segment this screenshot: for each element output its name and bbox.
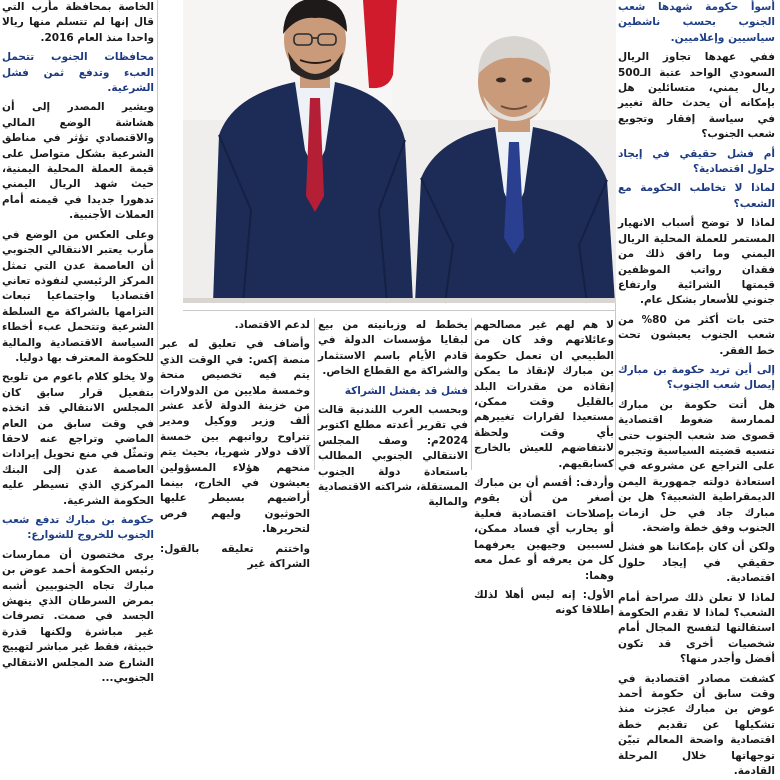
- subheading: محافظات الجنوب تتحمل العبء وتدفع ثمن فشل الشرعية.: [2, 51, 154, 95]
- paragraph: ففي عهدها تجاوز الريال السعودي الواحد عتبة الـ500 ريال يمني، متسائلين هل بإمكانه أن يحدث حالة تغيير في سياسة إفقار وتجويع شعب الجنوب؟: [618, 51, 775, 141]
- question-paragraph: إلى أين تريد حكومة بن مبارك إيصال شعب الجنوب؟: [618, 363, 775, 392]
- question-paragraph: أم فشل حقيقي في إيجاد حلول اقتصادية؟: [618, 147, 775, 176]
- paragraph: وبحسب العرب اللندنية قالت في تقرير أعدته مطلع اكتوبر 2024م: وصف المجلس الانتقالي الجنوبي المطالب باستعادة دولة الجنوب المستقلة، شراكته الاقتصادية والمالية: [318, 404, 468, 509]
- right-eye: [496, 78, 506, 83]
- question-paragraph: لماذا لا تخاطب الحكومة مع الشعب؟: [618, 182, 775, 210]
- paragraph: حتى بات أكثر من 80% من شعب الجنوب يعيشون تحت خط الفقر.: [618, 313, 775, 357]
- paragraph: لا هم لهم غير مصالحهم وعائلاتهم وقد كان من الطبيعي ان تعمل حكومة بن مبارك لإنقاذ ما يمكن إنقاذه من مقدرات البلد بالقليل وقت ممكن، مستعيدا لقرارات تغييرهم بأي وقت ولحظة لانتفاضهم للعيش بالخارج كسابقيهم.: [474, 319, 614, 470]
- column-divider: [157, 0, 158, 470]
- column-divider: [314, 318, 315, 470]
- photo-divider: [183, 310, 616, 311]
- paragraph: ولكن أن كان بإمكاننا هو فشل حقيقي في إيجاد حلول اقتصادية.: [618, 541, 775, 585]
- paragraph: يرى مختصون أن ممارسات رئيس الحكومة أحمد عوض بن مبارك تجاه الجنوبيين أشبه بمرض السرطان الذي ينهش الجسد في صمت. تصرفات غير مباشرة ولكنها قذرة خبيثة، فقط غير مباشر لتهييج الشارع ضد المجلس الانتقالي الجنوبي...: [2, 548, 154, 685]
- article-column-middle-left: [160, 318, 310, 571]
- column-divider: [471, 318, 472, 470]
- paragraph: لماذا لا تعلن ذلك صراحة أمام الشعب؟ لماذا لا تقدم الحكومة استقالتها لتفسح المجال أمام شخصيات أخرى قد تكون أفضل وأجدر منها؟: [618, 591, 775, 666]
- paragraph: الخاصة بمحافظة مأرب التي قال إنها لم تتسلم منها ريالا واحدا منذ العام 2016.: [2, 1, 154, 44]
- paragraph: يخطط له وزبانيته من بيع لبقايا مؤسسات الدولة في قادم الأيام باسم الاستثمار والشراكة مع القطاع الخاص.: [318, 319, 468, 378]
- photo-illustration: [183, 0, 616, 303]
- paragraph: وأردف: أقسم أن بن مبارك أصغر من أن يقوم بإصلاحات اقتصادية فعلية أو يحارب أي فساد ممكن، لسببين وجيهين يعرفهما كل من يعرفه أو عمل معه وهما:: [474, 477, 614, 582]
- leaders-photo: [183, 0, 616, 303]
- subheading: حكومة بن مبارك تدفع شعب الجنوب للخروج للشوارع:: [2, 514, 154, 542]
- paragraph: الأول: إنه ليس أهلا لذلك إطلاقا كونه: [474, 588, 614, 617]
- paragraph: لماذا لا توضح أسباب الانهيار المستمر للعملة المحلية الريال اليمني وما رافق ذلك من فقدان رواتب الموظفين قيمتها الشرائية وارتفاع جنوني للأسعار بشكل عام.: [618, 217, 775, 307]
- paragraph: وعلى العكس من الوضع في مأرب يعتبر الانتقالي الجنوبي أن العاصمة عدن التي تمثل المركز الرئيسي لنفوذه تعاني اقتصاديا واجتماعيا تبعات التزامها بالشراكة مع السلطة الشرعية وتتحمل عبء أخطاء السياسة الاقتصادية والمالية للحكومة المعترف بها دوليا.: [2, 228, 154, 364]
- photo-bottom-edge: [183, 298, 616, 303]
- right-eye: [522, 78, 532, 83]
- paragraph: لدعم الاقتصاد.: [234, 319, 310, 331]
- paragraph: أسوأ حكومة شهدها شعب الجنوب بحسب ناشطين سياسيين وإعلاميين.: [618, 1, 775, 44]
- paragraph: ولا يخلو كلام باعوم من تلويح بتفعيل قرار سابق كان المجلس الانتقالي قد اتخذه في وقت سابق من العام الماضي وتراجع عنه لاحقا وتمثّل في منع تحويل إيرادات العاصمة عدن إلى البنك المركزي الذي تسيطر عليه الحكومة الشرعية.: [2, 371, 154, 507]
- paragraph: واختتم تعليقه بالقول: الشراكة غير: [160, 542, 310, 571]
- article-column-middle: [318, 318, 468, 509]
- subheading: فشل قد يفشل الشراكة: [344, 384, 468, 397]
- paragraph: ويشير المصدر إلى أن هشاشة الوضع المالي والاقتصادي تؤثر في مناطق الشرعية بشكل متواصل على قيمة العملة المحلية اليمنية، حيث شهد الريال اليمني تدهورا جديدا في قيمته أمام العملات الأجنبية.: [2, 101, 154, 222]
- paragraph: وأضاف في تعليق له عبر منصة إكس: في الوقت الذي يتم فيه تخصيص منحة وخمسة ملايين من الدولارات من خزينة الدولة لأعد عشر ألف وزير ووكيل ومدير تتراوح رواتبهم بين خمسة آلاف دولار شهريا، بحيث يتم منحهم هؤلاء المسؤولين يعيشون في الخارج، بينما أراضيهم بسيطر عليها الحوثيون وليهم فرص لتحريرها.: [160, 338, 310, 536]
- paragraph: كشفت مصادر اقتصادية في وقت سابق أن حكومة أحمد عوض بن مبارك عجزت منذ تشكيلها عن تقديم خطة اقتصادية واضحة المعالم تبيّن توجهاتها خلال المرحلة القادمة.: [618, 672, 775, 778]
- paragraph: هل أتت حكومة بن مبارك لممارسة ضغوط اقتصادية قصوى ضد شعب الجنوب حتى تنسيه قضيته السياسية وتجبره على التراجع عن مشروعه في استعادة دولته جمهورية اليمن الديمقراطية الشعبية؟ هل بن مبارك جاد في حل ازمات الجنوب وفق خطة واضحة.: [618, 398, 775, 534]
- article-column-middle-right: [474, 318, 614, 617]
- article-column-left: [2, 0, 154, 685]
- article-column-right: [618, 0, 775, 778]
